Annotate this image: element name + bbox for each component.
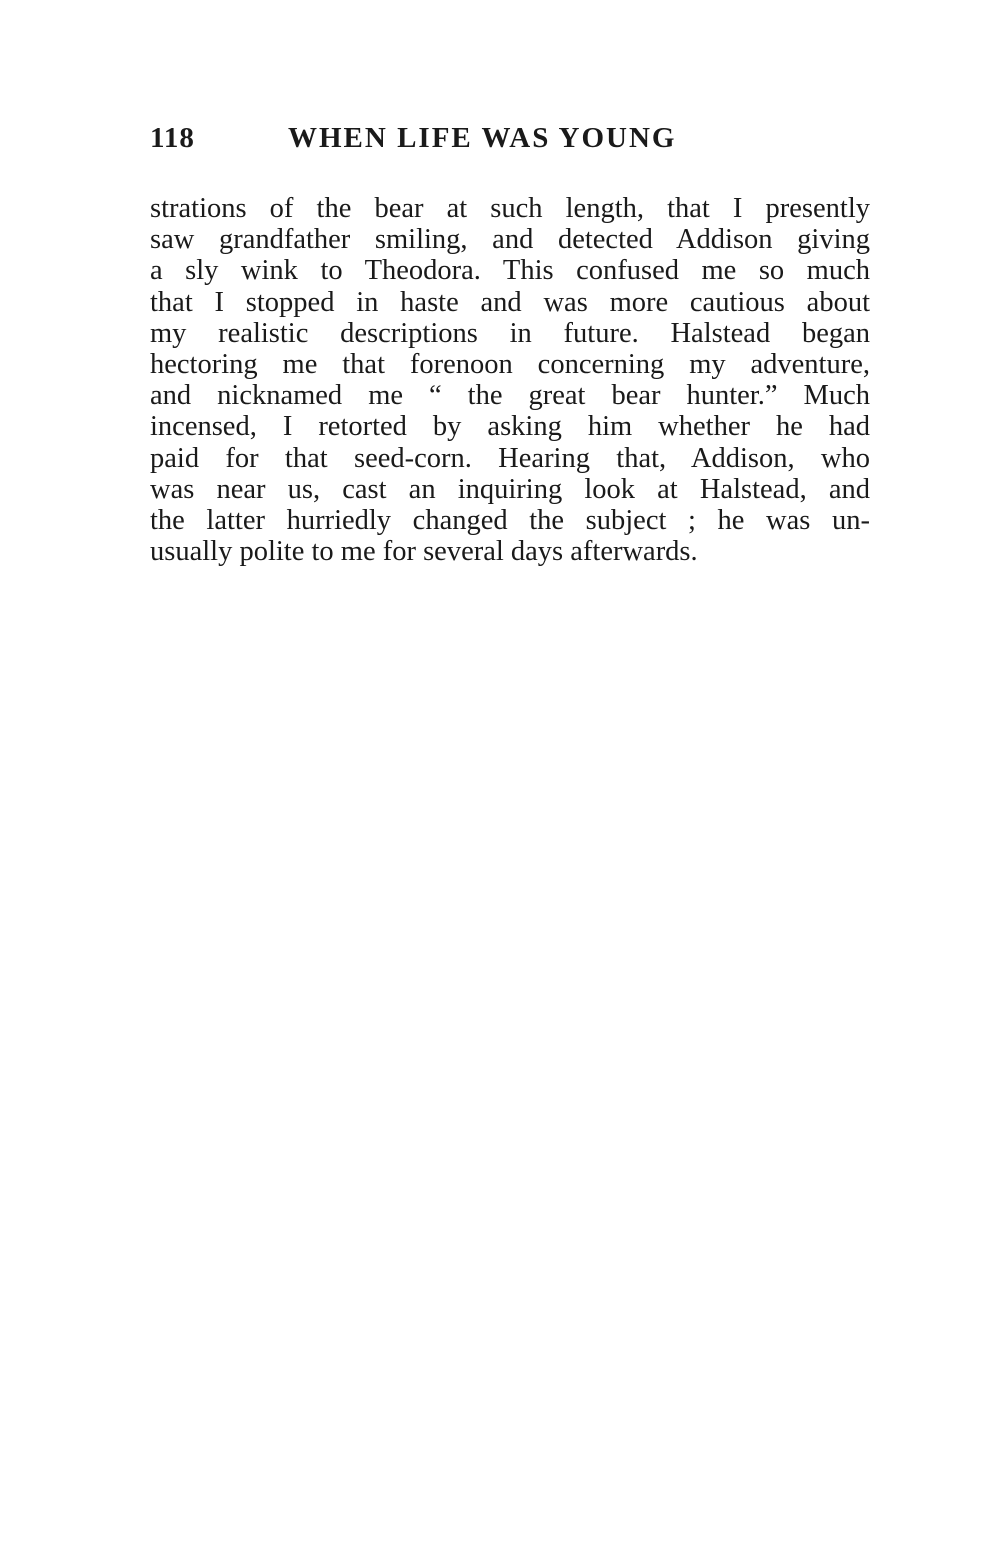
text-line: my realistic descriptions in future. Halstead began	[150, 317, 870, 349]
body-paragraph	[150, 193, 870, 567]
text-line: strations of the bear at such length, that I presently	[150, 193, 870, 224]
running-head	[150, 118, 870, 158]
text-line: saw grandfather smiling, and detected Addison giving	[150, 224, 870, 256]
text-line: was near us, cast an inquiring look at Halstead, and	[150, 473, 870, 505]
text-line: the latter hurriedly changed the subject ; he was un-	[150, 504, 870, 536]
text-line: a sly wink to Theodora. This confused me so much	[150, 255, 870, 287]
text-line: paid for that seed-corn. Hearing that, Addison, who	[150, 442, 870, 474]
running-title: WHEN LIFE WAS YOUNG	[288, 122, 677, 154]
text-line: hectoring me that forenoon concerning my adventure,	[150, 348, 870, 380]
page-number: 118	[150, 122, 195, 154]
text-line: and nicknamed me “ the great bear hunter.” Much	[150, 380, 870, 412]
text-line: that I stopped in haste and was more cautious about	[150, 286, 870, 318]
text-line: incensed, I retorted by asking him whether he had	[150, 411, 870, 443]
text-line: usually polite to me for several days afterwards.	[150, 536, 698, 568]
